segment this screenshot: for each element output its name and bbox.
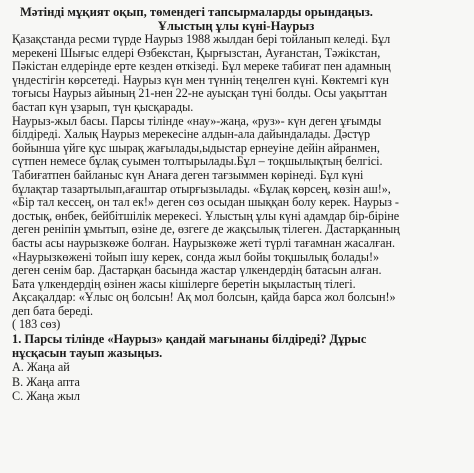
question-text: нұсқасын тауып жазыңыз. [12, 346, 163, 361]
text-line: тоғысы Наурыз айының 21-нен 22-не ауысқан түні болды. Осы уақыттан [12, 86, 388, 101]
text-line: бастап күн ұзарып, түн қысқарады. [12, 99, 194, 114]
text-line: достық, өнбек, бейбітшілік мерекесі. Ұлыстың ұлы күні адамдар бір-біріне [12, 208, 400, 223]
text-line: деген реніпін ұмытып, өзіне де, өзгеге де жақсылық тілеген. Дастарқанның [12, 222, 400, 237]
text-title: Ұлыстың ұлы күні-Наурыз [157, 19, 315, 33]
text-line: деген сенім бар. Дастарқан басында жастар үлкендердің батасын алған. [12, 263, 382, 278]
text-line: бойынша үйге құс шырақ жағылады,ыдыстар ернеуіне дейін айранмен, [12, 140, 380, 155]
answer-option-b: В. Жаңа апта [12, 374, 80, 389]
answer-option-c: С. Жаңа жыл [12, 389, 80, 404]
body-text [12, 33, 460, 332]
text-line: «Бір тал кессең, он тал ек!» деген сөз осыдан шыққан болу керек. Наурыз - [12, 195, 399, 210]
text-line: мерекені Шығыс елдері Өзбекстан, Қырғызстан, Ауғанстан, Тәжікстан, [12, 45, 381, 60]
text-line: Табиғатпен байланыс күн Анаға деген тағзыммен көрінеді. Бұл күні [12, 167, 364, 182]
text-line: Пәкістан елдерінде ерте кезден өткізеді. Бұл мереке табиғат пен адамның [12, 59, 391, 74]
text-line: бұлақтар тазартылып,ағаштар отырғызылады. «Бұлақ көрсең, көзін аш!», [12, 181, 391, 196]
text-line: білдіреді. Халық Наурыз мерекесіне алдын-ала дайындалады. Дәстүр [12, 127, 370, 142]
text-line: Наурыз-жыл басы. Парсы тілінде «нау»-жаңа, «руз»- күн деген ұғымды [12, 113, 382, 128]
text-line: үндестігін көрсетеді. Наурыз күн мен түннің теңелген күні. Көктемгі күн [12, 72, 389, 87]
question-text: 1. Парсы тілінде «Наурыз» қандай мағынаны білдіреді? Дұрыс [12, 332, 367, 347]
question-block [12, 332, 460, 404]
text-line: Бата үлкендердің өзінен жасы кішілерге беретін ықыластың тілегі. [12, 276, 356, 291]
text-line: басты асы наурызкөже болған. Наурызкөже жеті түрлі тағамнан жасалған. [12, 235, 395, 250]
instruction-heading: Мәтінді мұқият оқып, төмендегі тапсырмаларды орындаңыз. [20, 5, 373, 19]
answer-option-a: А. Жаңа ай [12, 360, 70, 375]
word-count: ( 183 сөз) [12, 317, 61, 332]
text-line: сүтпен немесе бұлақ суымен толтырылады.Бұл – тоқшылықтың белгісі. [12, 154, 383, 169]
text-line: Ақсақалдар: «Ұлыс оң болсын! Ақ мол болсын, қайда барса жол болсын!» [12, 290, 396, 305]
text-line: деп бата береді. [12, 303, 94, 318]
text-line: Қазақстанда ресми түрде Наурыз 1988 жылдан бері тойланып келеді. Бұл [12, 32, 391, 46]
text-line: «Наурызкөжені тойып ішу керек, сонда жыл бойы тоқшылық болады!» [12, 249, 379, 264]
